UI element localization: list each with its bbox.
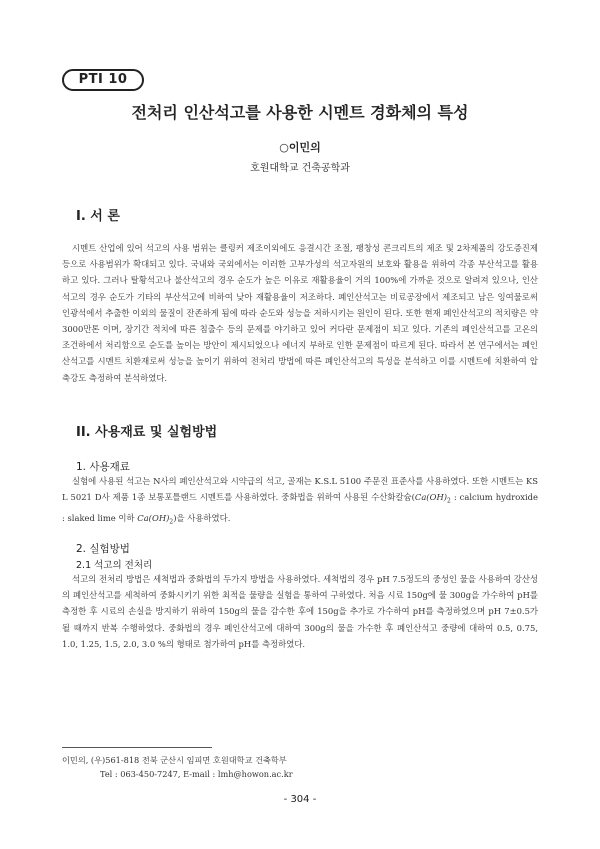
paper-title: 전처리 인산석고를 사용한 시멘트 경화체의 특성 <box>131 103 469 122</box>
formula: Ca(OH) <box>414 492 448 503</box>
method-heading: 2. 실험방법 <box>76 543 130 555</box>
author <box>0 139 600 155</box>
intro-heading: I. 서 론 <box>76 209 120 224</box>
formula-subscript: 2 <box>447 497 451 505</box>
formula-repeat: Ca(OH) <box>137 513 170 524</box>
page-number: - 304 - <box>283 794 317 805</box>
materials-text-b: : calcium hydroxide : slaked lime 이하 <box>62 492 538 524</box>
methods-heading: II. 사용재료 및 실험방법 <box>76 425 218 440</box>
intro-paragraph: 시멘트 산업에 있어 석고의 사용 범위는 클링커 제조이외에도 응결시간 조절, 팽창성 콘크리트의 제조 및 2차제품의 강도증진제 등으로 사용범위가 확대되고 있다. 국내와 국외에서는 이러한 고부가성의 석고자원의 보호와 활용을 위하여 각종 부산석고를 활용하고 있다. 그러나 탈황석고나 불산석고의 경우 순도가 높은 이유로 재활용율이 거의 100%에 가까운 것으로 알려져 있으나, 인산석고의 경우 순도가 기타의 부산석고에 비하여 낮아 재활용율이 저조하다. 폐인산석고는 비료공장에서 제조되고 남은 잉여물로써 인광석에서 추출한 이외의 물질이 잔존하게 됨에 따라 순도와 성능을 저하시키는 원인이 된다. 또한 현재 폐인산석고의 적치량은 약 3000만톤 이며, 장기간 적치에 따른 침출수 등의 문제를 야기하고 있어 커다란 문제점이 되고 있다. 기존의 폐인산석고를 고온의 조건하에서 처리함으로 순도를 높이는 방안이 제시되었으나 에너지 부하로 인한 문제점이 따르게 된다. 따라서 본 연구에서는 폐인산석고를 시멘트 치환재로써 성능을 높이기 위하여 전처리 방법에 따른 폐인산석고의 특성을 분석하고 이를 시멘트에 치환하여 압축강도 측정하여 분석하였다. <box>62 243 538 383</box>
affiliation: 호원대학교 건축공학과 <box>250 163 350 174</box>
author-name: 이민의 <box>288 141 321 154</box>
presenter-mark: ○ <box>279 141 289 154</box>
materials-heading: 1. 사용재료 <box>76 461 130 473</box>
footnote-rule <box>62 747 212 748</box>
pretreat-paragraph: 석고의 전처리 방법은 세척법과 중화법의 두가지 방법을 사용하였다. 세척법의 경우 pH 7.5정도의 중성인 물을 사용하여 강산성의 폐인산석고를 세척하여 중화시키기 위한 최적을 물량을 실험을 통하여 구하였다. 처음 시료 150g에 물 300g을 가수하여 pH를 측정한 후 시료의 손실을 방지하기 위하여 150g의 물을 감수한 후에 150g을 추가로 가수하여 pH를 측정하였으며 pH 7±0.5가 될 때까지 반복 수행하였다. 중화법의 경우 폐인산석고에 대하여 300g의 물을 가수한 후 폐인산석고 중량에 대하여 0.5, 0.75, 1.0, 1.25, 1.5, 2.0, 3.0 %의 형태로 첨가하여 pH를 측정하였다. <box>62 574 538 649</box>
pretreat-heading: 2.1 석고의 전처리 <box>76 560 153 571</box>
materials-text-c: )을 사용하였다. <box>173 513 231 524</box>
footnote-line1: 이민의, (우)561-818 전북 군산시 임피면 호원대학교 건축학부 <box>62 755 287 765</box>
footnote-line2: Tel : 063-450-7247, E-mail : lmh@howon.ac.kr <box>100 769 293 779</box>
session-badge: PTI 10 <box>62 69 144 91</box>
materials-paragraph <box>62 473 538 531</box>
formula-repeat-subscript: 2 <box>169 518 174 526</box>
materials-text-a: 실험에 사용된 석고는 N사의 폐인산석고와 시약급의 석고, 골재는 K.S.L 5100 주문진 표준사를 사용하였다. 또한 시멘트는 KS L 5021 D사 제품 1종 보통포틀랜드 시멘트를 사용하였다. 중화법을 위하여 사용된 수산화칼슘( <box>62 476 538 503</box>
